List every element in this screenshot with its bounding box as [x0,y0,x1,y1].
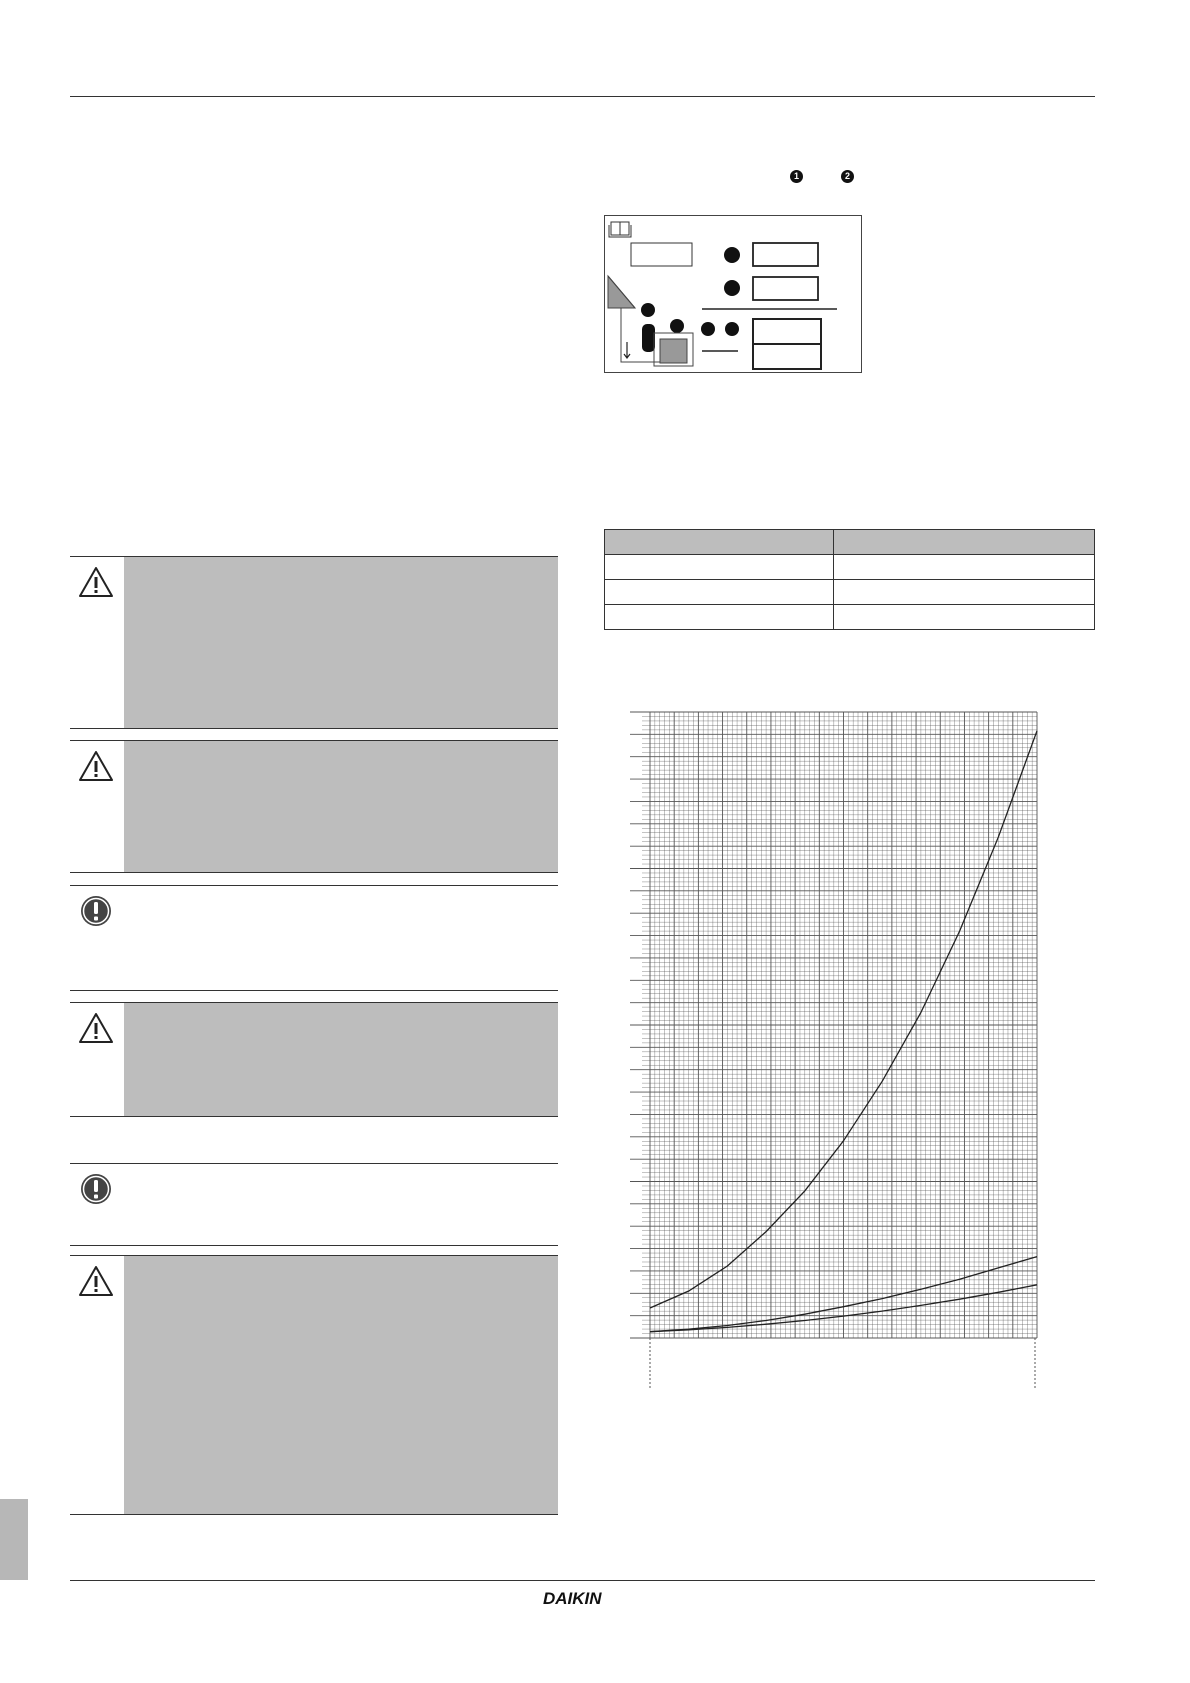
warning-box [70,556,558,729]
spec-table [604,529,1095,630]
warning-box [70,1255,558,1515]
refrigerant-label-figure [604,215,862,373]
exclamation-circle-icon [78,894,114,928]
table-row [605,580,1095,605]
table-cell [605,555,834,580]
figure-marker-2: 2 [841,170,854,183]
warning-triangle-icon [78,1264,114,1298]
table-cell [834,555,1095,580]
notice-box [70,885,558,991]
chapter-side-tab [0,1499,28,1580]
brand-text: DAIKIN [543,1589,602,1607]
warning-triangle-icon [78,565,114,599]
table-cell [605,580,834,605]
figure-marker-1: 1 [790,170,803,183]
warning-box [70,740,558,873]
notice-box [70,1163,558,1246]
header-rule [70,96,1095,97]
table-cell [834,580,1095,605]
table-header-cell [834,530,1095,555]
table-row [605,555,1095,580]
warning-triangle-icon [78,749,114,783]
table-cell [834,605,1095,630]
footer-rule [70,1580,1095,1581]
pressure-temperature-chart [610,700,1040,1390]
daikin-logo [543,1589,623,1607]
table-header-cell [605,530,834,555]
warning-box [70,1002,558,1117]
exclamation-circle-icon [78,1172,114,1206]
table-cell [605,605,834,630]
manual-book-icon [609,222,631,237]
table-header-row [605,530,1095,555]
label-drawing [605,216,863,374]
table-row [605,605,1095,630]
warning-triangle-icon [78,1011,114,1045]
